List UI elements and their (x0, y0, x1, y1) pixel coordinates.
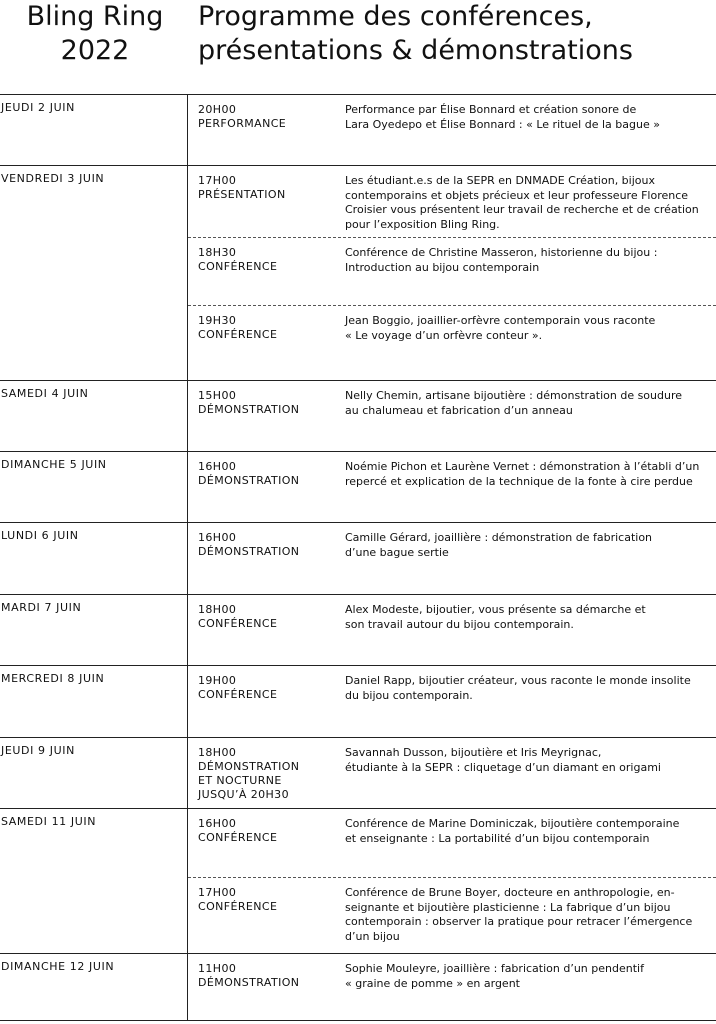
event-description: Camille Gérard, joaillière : démonstration de fabrication d’une bague sertie (345, 531, 653, 559)
event-time: 16H00 DÉMONSTRATION (198, 460, 300, 487)
day-label: MARDI 7 JUIN (1, 601, 82, 614)
day-label: SAMEDI 4 JUIN (1, 387, 89, 400)
event-description: Noémie Pichon et Laurène Vernet : démonstration à l’établi d’un repercé et explication de la technique de la fonte à cire perdue (345, 460, 700, 488)
event-time: 11H00 DÉMONSTRATION (198, 962, 300, 989)
day-row (0, 665, 716, 738)
day-label: JEUDI 2 JUIN (1, 101, 75, 114)
event-time: 15H00 DÉMONSTRATION (198, 389, 300, 416)
event-description: Alex Modeste, bijoutier, vous présente sa démarche et son travail autour du bijou contemporain. (345, 603, 646, 631)
day-row (0, 165, 716, 381)
event-time: 19H30 CONFÉRENCE (198, 314, 278, 341)
event (188, 666, 716, 738)
event-time: 18H00 DÉMONSTRATION ET NOCTURNE JUSQU’À 20H30 (198, 746, 300, 801)
event-description: Nelly Chemin, artisane bijoutière : démonstration de soudure au chalumeau et fabrication d’un anneau (345, 389, 683, 417)
event (188, 166, 716, 237)
day-label: VENDREDI 3 JUIN (1, 172, 105, 185)
event-time: 18H00 CONFÉRENCE (198, 603, 278, 630)
event-description: Jean Boggio, joaillier-orfèvre contemporain vous raconte « Le voyage d’un orfèvre conteur ». (345, 314, 656, 342)
day-row (0, 380, 716, 452)
day-label: JEUDI 9 JUIN (1, 744, 75, 757)
day-label: SAMEDI 11 JUIN (1, 815, 97, 828)
event-time: 20H00 PERFORMANCE (198, 103, 287, 130)
event (188, 954, 716, 1021)
event-time: 16H00 CONFÉRENCE (198, 817, 278, 844)
day-row (0, 953, 716, 1021)
event (188, 95, 716, 166)
event-time: 17H00 CONFÉRENCE (198, 886, 278, 913)
day-row (0, 808, 716, 954)
day-row (0, 594, 716, 666)
event-description: Daniel Rapp, bijoutier créateur, vous raconte le monde insolite du bijou contemporain. (345, 674, 691, 702)
day-label: DIMANCHE 5 JUIN (1, 458, 107, 471)
event-description: Performance par Élise Bonnard et création sonore de Lara Oyedepo et Élise Bonnard : « Le rituel de la bague » (345, 103, 660, 131)
event-description: Conférence de Christine Masseron, historienne du bijou : Introduction au bijou contemporain (345, 246, 658, 274)
event-time: 16H00 DÉMONSTRATION (198, 531, 300, 558)
event-description: Sophie Mouleyre, joaillière : fabrication d’un pendentif « graine de pomme » en argent (345, 962, 644, 990)
event-description: Les étudiant.e.s de la SEPR en DNMADE Création, bijoux contemporains et objets précieux et leur professeure Florence Croisier vous présentent leur travail de recherche et de création pour l’exposition Bling Ring. (345, 174, 699, 231)
day-row (0, 94, 716, 166)
event (188, 305, 716, 382)
event-time: 18H30 CONFÉRENCE (198, 246, 278, 273)
day-row (0, 451, 716, 523)
event-description: Conférence de Brune Boyer, docteure en anthropologie, en- seignante et bijoutière plasticienne : La fabrique d’un bijou contemporain : observer la pratique pour retracer l’émergence d’un bijou (345, 886, 693, 943)
event-description: Savannah Dusson, bijoutière et Iris Meyrignac, étudiante à la SEPR : cliquetage d’un diamant en origami (345, 746, 661, 774)
event (188, 595, 716, 666)
event (188, 237, 716, 306)
day-label: MERCREDI 8 JUIN (1, 672, 105, 685)
day-label: DIMANCHE 12 JUIN (1, 960, 115, 973)
day-row (0, 522, 716, 595)
event-time: 17H00 PRÉSENTATION (198, 174, 286, 201)
event-description: Conférence de Marine Dominiczak, bijoutière contemporaine et enseignante : La portabilité d’un bijou contemporain (345, 817, 680, 845)
page-title: Programme des conférences, présentations & démonstrations (198, 1, 633, 66)
event-time: 19H00 CONFÉRENCE (198, 674, 278, 701)
event (188, 452, 716, 523)
page-header (0, 0, 716, 94)
schedule (0, 94, 716, 1020)
day-row (0, 737, 716, 809)
event (188, 809, 716, 877)
event (188, 877, 716, 955)
brand-title: Bling Ring 2022 (26, 1, 164, 66)
bottom-rule (0, 1020, 716, 1021)
event (188, 381, 716, 452)
event (188, 523, 716, 595)
day-label: LUNDI 6 JUIN (1, 529, 79, 542)
event (188, 738, 716, 809)
